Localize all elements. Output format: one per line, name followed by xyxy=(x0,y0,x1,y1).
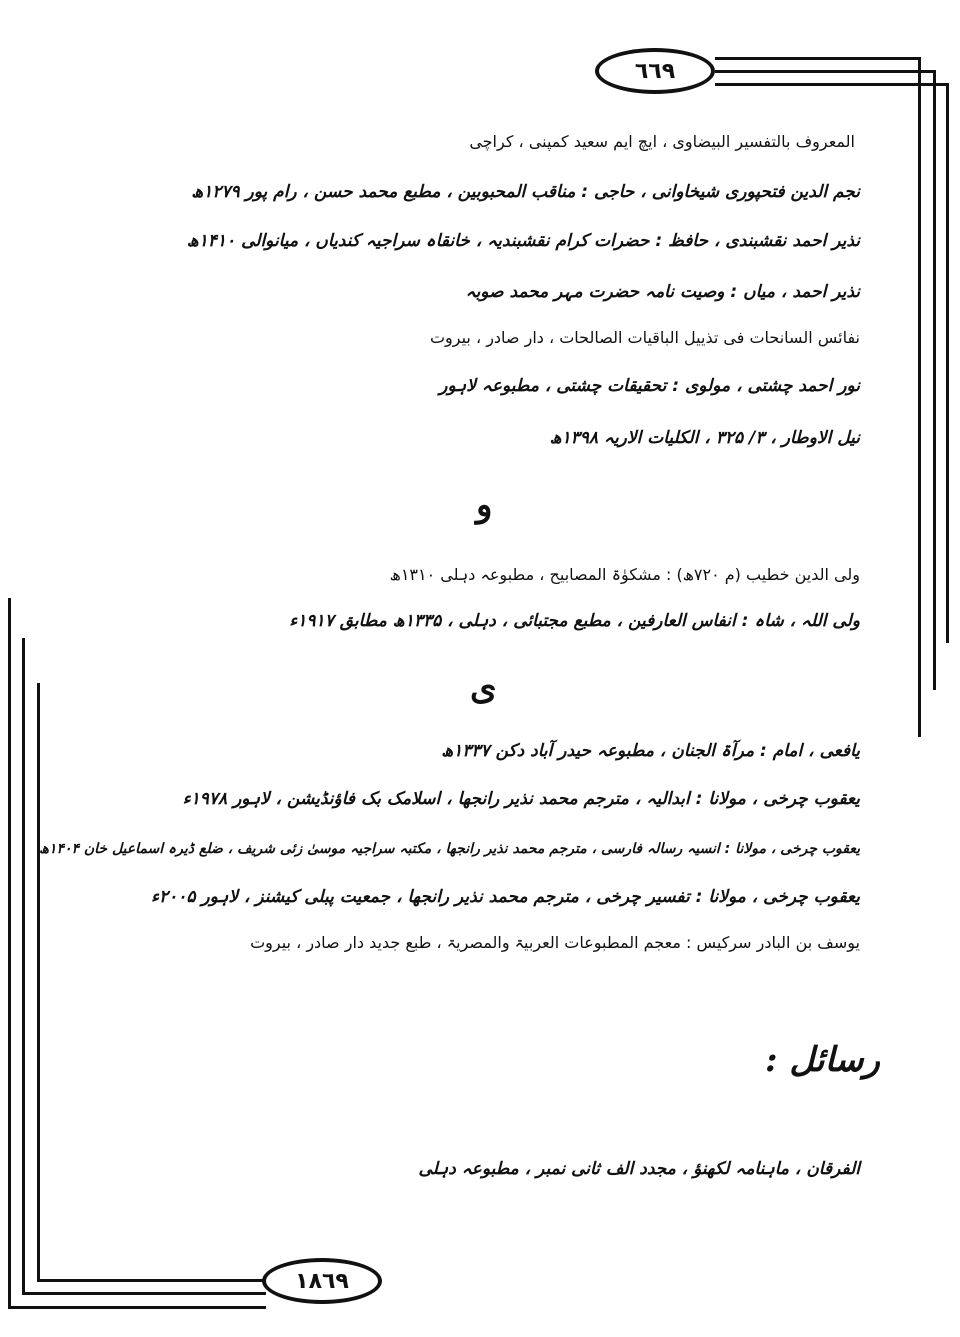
frame-bottom-line-2 xyxy=(22,1292,266,1295)
entry-rasail-1: الفرقان ، ماہنامہ لکھنؤ ، مجدد الف ثانی نمبر ، مطبوعہ دہلی xyxy=(418,1159,860,1179)
frame-bottom-line-1 xyxy=(8,1306,266,1309)
entry-noon-3: نذیر احمد نقشبندی ، حافظ : حضرات کرام نقشبندیہ ، خانقاہ سراجیہ کندیاں ، میانوالی ۱۴۱۰ھ xyxy=(186,231,860,251)
section-letter-waw: و xyxy=(476,485,493,525)
bottom-page-number: ١٨٦٩ xyxy=(295,1268,349,1294)
entry-noon-2: نجم الدین فتحپوری شیخاوانی ، حاجی : مناقب المحبوبین ، مطبع محمد حسن ، رام پور ۱۲۷۹ھ xyxy=(191,182,860,202)
top-page-number-oval xyxy=(595,48,715,94)
frame-top-line-3 xyxy=(715,83,947,86)
section-heading-rasail: رسائل : xyxy=(765,1040,880,1080)
frame-left-line-3 xyxy=(37,683,40,1281)
bottom-page-number-oval xyxy=(262,1258,382,1304)
entry-ye-5: یوسف بن البادر سرکیس : معجم المطبوعات العربیۃ والمصریۃ ، طبع جدید دار صادر ، بیروت xyxy=(250,933,860,952)
entry-ye-1: یافعی ، امام : مرآۃ الجنان ، مطبوعہ حیدر آباد دکن ۱۳۳۷ھ xyxy=(441,741,860,761)
entry-noon-4: نذیر احمد ، میاں : وصیت نامہ حضرت مہر محمد صوبہ xyxy=(465,282,860,302)
entry-ye-2: یعقوب چرخی ، مولانا : ابدالیہ ، مترجم محمد نذیر رانجھا ، اسلامک بک فاؤنڈیشن ، لاہور ۱۹۷۸ء xyxy=(182,789,860,809)
entry-ye-3: یعقوب چرخی ، مولانا : انسیہ رسالہ فارسی ، مترجم محمد نذیر رانجھا ، مکتبہ سراجیہ موسیٰ زئی شریف ، ضلع ڈیرہ اسماعیل خان ۱۴۰۴ھ xyxy=(39,841,860,857)
frame-right-line-3 xyxy=(946,83,949,643)
frame-right-line-2 xyxy=(933,70,936,690)
entry-noon-5: نفائس السانحات فی تذییل الباقیات الصالحات ، دار صادر ، بیروت xyxy=(429,328,860,347)
entry-noon-7: نیل الاوطار ، ۳/ ۳۲۵ ، الکلیات الاریہ ۱۳۹۸ھ xyxy=(549,428,860,448)
frame-right-line-1 xyxy=(918,57,921,737)
top-page-number: ٦٦٩ xyxy=(634,58,676,84)
entry-ye-4: یعقوب چرخی ، مولانا : تفسیر چرخی ، مترجم محمد نذیر رانجھا ، جمعیت پبلی کیشنز ، لاہور ۲۰۰۵ء xyxy=(150,887,860,907)
entry-noon-6: نور احمد چشتی ، مولوی : تحقیقات چشتی ، مطبوعہ لاہور xyxy=(439,376,860,396)
frame-left-line-1 xyxy=(8,598,11,1308)
entry-waw-2: ولی اللہ ، شاہ : انفاس العارفین ، مطبع مجتبائی ، دہلی ، ۱۳۳۵ھ مطابق ۱۹۱۷ء xyxy=(289,611,860,631)
frame-top-line-2 xyxy=(715,70,935,73)
frame-left-line-2 xyxy=(22,638,25,1294)
frame-top-line-1 xyxy=(715,57,920,60)
section-letter-ye: ی xyxy=(470,668,497,708)
entry-noon-1: المعروف بالتفسیر البیضاوی ، ایچ ایم سعید کمپنی ، کراچی xyxy=(469,132,855,151)
frame-bottom-line-3 xyxy=(37,1279,266,1282)
entry-waw-1: ولی الدین خطیب (م ۷۲۰ھ) : مشکوٰۃ المصابیح ، مطبوعہ دہلی ۱۳۱۰ھ xyxy=(389,565,860,584)
